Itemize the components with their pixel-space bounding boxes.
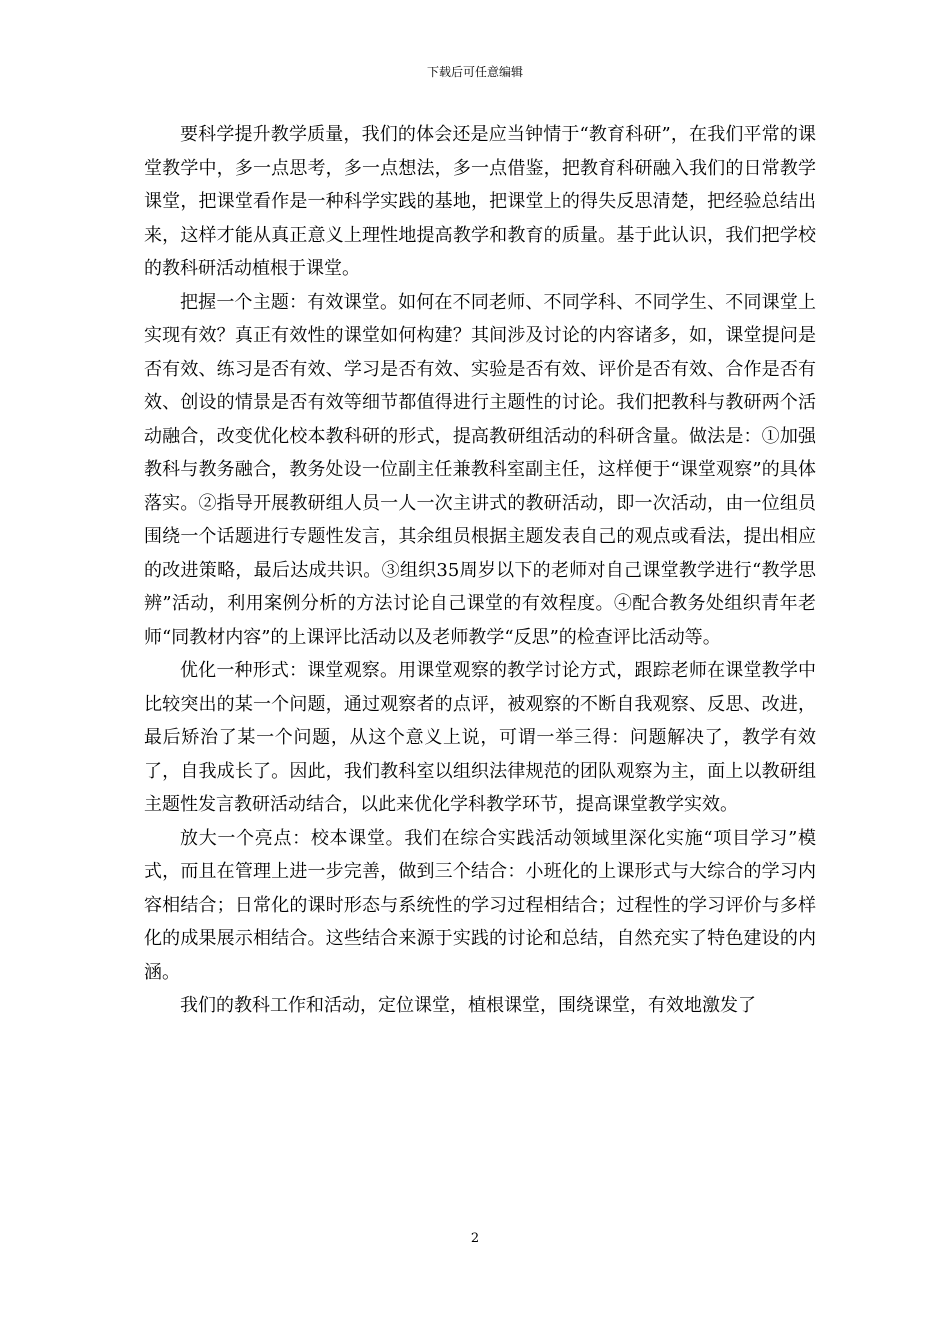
paragraph-effective-classroom: 把握一个主题：有效课堂。如何在不同老师、不同学科、不同学生、不同课堂上实现有效？真正有效性的课堂如何构建？其间涉及讨论的内容诸多，如，课堂提问是否有效、练习是否有效、学习是否有效、实验是否有效、评价是否有效、合作是否有效、创设的情景是否有效等细节都值得进行主题性的讨论。我们把教科与教研两个活动融合，改变优化校本教科研的形式，提高教研组活动的科研含量。做法是：①加强教科与教务融合，教务处设一位副主任兼教科室副主任，这样便于“课堂观察”的具体落实。②指导开展教研组人员一人一次主讲式的教研活动，即一次活动，由一位组员围绕一个话题进行专题性发言，其余组员根据主题发表自己的观点或看法，提出相应的改进策略，最后达成共识。③组织35周岁以下的老师对自己课堂教学进行“教学思辨”活动，利用案例分析的方法讨论自己课堂的有效程度。④配合教务处组织青年老师“同教材内容”的上课评比活动以及老师教学“反思”的检查评比活动等。 [144, 291, 816, 648]
paragraph-intro: 要科学提升教学质量，我们的体会还是应当钟情于“教育科研”，在我们平常的课堂教学中，多一点思考，多一点想法，多一点借鉴，把教育科研融入我们的日常教学课堂，把课堂看作是一种科学实践的基地，把课堂上的得失反思清楚，把经验总结出来，这样才能从真正意义上理性地提高教学和教育的质量。基于此认识，我们把学校的教科研活动植根于课堂。 [144, 124, 816, 279]
header-note: 下载后可任意编辑 [426, 65, 523, 79]
paragraph-school-based-classroom: 放大一个亮点：校本课堂。我们在综合实践活动领域里深化实施“项目学习”模式，而且在管理上进一步完善，做到三个结合：小班化的上课形式与大综合的学习内容相结合；日常化的课时形态与系统性的学习过程相结合；过程性的学习评价与多样化的成果展示相结合。这些结合来源于实践的讨论和总结，自然充实了特色建设的内涵。 [144, 827, 816, 983]
paragraph-conclusion: 我们的教科工作和活动，定位课堂，植根课堂，围绕课堂，有效地激发了 [180, 995, 756, 1016]
document-body [144, 118, 816, 1023]
page-number [0, 1231, 950, 1247]
page-header [0, 64, 950, 80]
paragraph-classroom-observation: 优化一种形式：课堂观察。用课堂观察的教学讨论方式，跟踪老师在课堂教学中比较突出的某一个问题，通过观察者的点评，被观察的不断自我观察、反思、改进，最后矫治了某一个问题，从这个意义上说，可谓一举三得：问题解决了，教学有效了，自我成长了。因此，我们教科室以组织法律规范的团队观察为主，面上以教研组主题性发言教研活动结合，以此来优化学科教学环节，提高课堂教学实效。 [144, 660, 816, 815]
page-number-text: 2 [470, 1231, 480, 1246]
